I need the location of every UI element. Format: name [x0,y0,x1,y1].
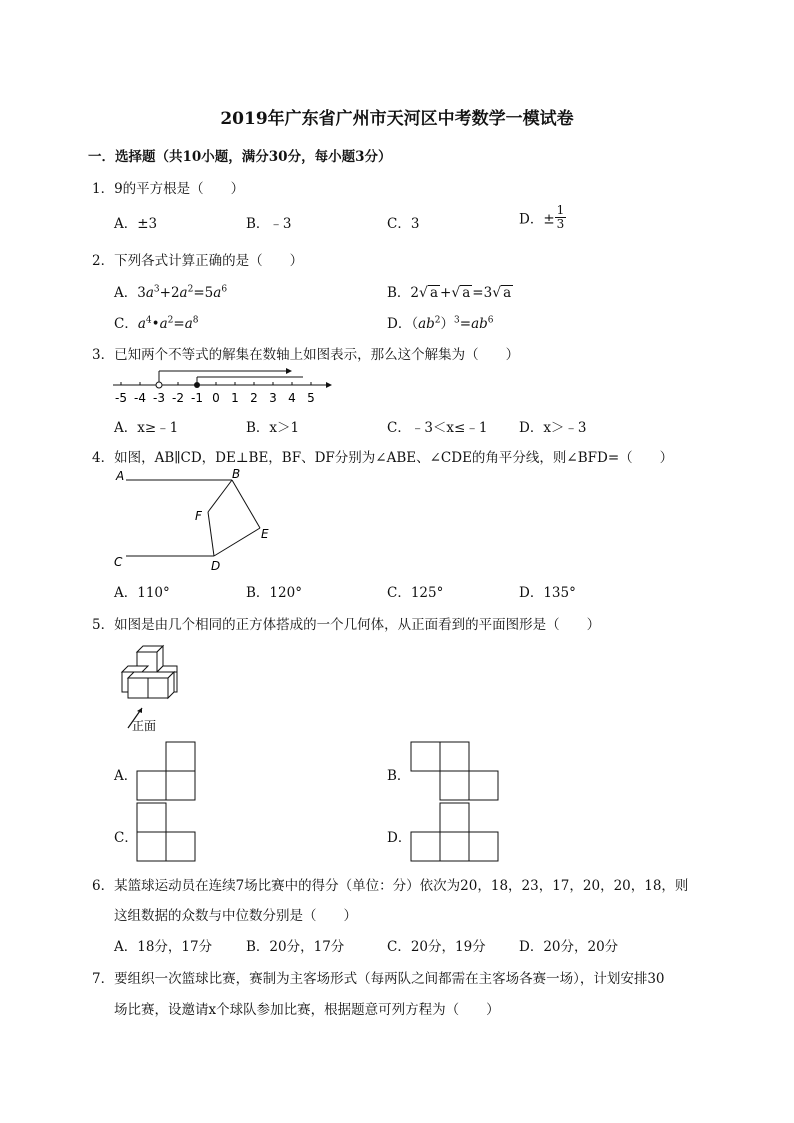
point-label-f: F [195,509,202,523]
axis-tick-label: -1 [191,391,203,405]
fraction-one-third: $\frac{1}{3}$ [556,203,565,231]
cube-solid-figure [112,640,182,734]
axis-tick-label: 4 [288,391,296,405]
question-2-stem: 2．下列各式计算正确的是（ ） [92,253,304,269]
q1-option-b: B．﹣3 [246,216,292,232]
question-5-stem: 5．如图是由几个相同的正方体搭成的一个几何体，从正面看到的平面图形是（ ） [92,617,601,633]
question-7-stem-line-2: 场比赛，设邀请x个球队参加比赛，根据题意可列方程为（ ） [114,1002,500,1018]
axis-tick-label: 1 [231,391,239,405]
question-4-stem: 4．如图，AB∥CD，DE⊥BE，BF、DF分别为∠ABE、∠CDE的角平分线，则∠BFD=（ ） [92,450,674,466]
q5-option-d: D． [387,830,412,846]
q1-option-a: A．±3 [114,216,158,232]
point-label-d: D [211,559,221,573]
q6-option-b: B．20分，17分 [246,939,345,955]
axis-tick-label: -4 [134,391,146,405]
axis-tick-label: 3 [269,391,277,405]
segment-ed [214,528,260,556]
ray-1-arrow-icon [286,368,292,374]
point-label-c: C [114,555,123,569]
q4-option-d: D．135° [519,585,576,601]
axis-tick-label: 0 [212,391,220,405]
axis-tick-label: 2 [250,391,258,405]
q5-option-c: C． [114,830,138,846]
closed-point-icon [194,382,200,388]
question-7-stem-line-1: 7．要组织一次篮球比赛，赛制为主客场形式（每两队之间都需在主客场各赛一场），计划安排30 [92,971,665,987]
q4-option-a: A．110° [114,585,170,601]
q2-option-b: B．2√ a +√ a =3√ a [387,285,512,301]
front-label: 正面 [132,719,157,733]
q5-option-d-figure [410,802,502,864]
axis-tick-label: -2 [172,391,184,405]
question-6-stem-line-1: 6．某篮球运动员在连续7场比赛中的得分（单位：分）依次为20，18，23，17，20，20，18，则 [92,878,689,894]
q5-option-a: A． [114,768,138,784]
segment-bf [208,480,232,512]
axis-arrow-icon [326,382,332,388]
point-label-a: A [116,469,125,483]
q5-option-b-figure [410,741,502,803]
question-1-stem: 1．9的平方根是（ ） [92,181,245,197]
q5-option-b: B． [387,768,411,784]
q2-option-a: A．$3a^3+2a^2=5a^6$ [114,284,228,301]
section-heading: 一．选择题（共10小题，满分30分，每小题3分） [88,149,392,165]
axis-tick-label: 5 [307,391,315,405]
axis-tick-label: -3 [153,391,165,405]
q6-option-c: C．20分，19分 [387,939,486,955]
page-title: 2019年广东省广州市天河区中考数学一模试卷 [220,109,574,129]
q6-option-a: A．18分，17分 [114,939,213,955]
q2-option-d: D．$(ab^2)^3=ab^6$ [387,315,494,332]
q5-option-c-figure [136,802,198,864]
q6-option-d: D．20分，20分 [519,939,619,955]
geometry-figure [110,466,280,574]
number-line-figure [108,360,333,408]
q1-option-d-prefix: D．± [519,211,555,228]
q3-option-c: C．﹣3＜x≤﹣1 [387,420,488,436]
q3-option-a: A．x≥﹣1 [114,420,179,436]
q4-option-c: C．125° [387,585,444,601]
q2-option-c: C．$a^4•a^2=a^8$ [114,315,199,332]
q4-option-b: B．120° [246,585,302,601]
q3-option-d: D．x＞﹣3 [519,420,587,436]
question-3-stem: 3．已知两个不等式的解集在数轴上如图表示，那么这个解集为（ ） [92,347,520,363]
point-label-b: B [232,467,241,481]
q3-option-b: B．x＞1 [246,420,300,436]
q5-option-a-figure [136,741,198,803]
segment-fd [208,512,214,556]
open-point-icon [156,382,162,388]
q1-option-c: C．3 [387,216,420,232]
q1-option-d [519,204,566,231]
point-label-e: E [261,527,269,541]
question-6-stem-line-2: 这组数据的众数与中位数分别是（ ） [114,908,357,924]
segment-be [232,480,260,528]
axis-tick-label: -5 [115,391,127,405]
